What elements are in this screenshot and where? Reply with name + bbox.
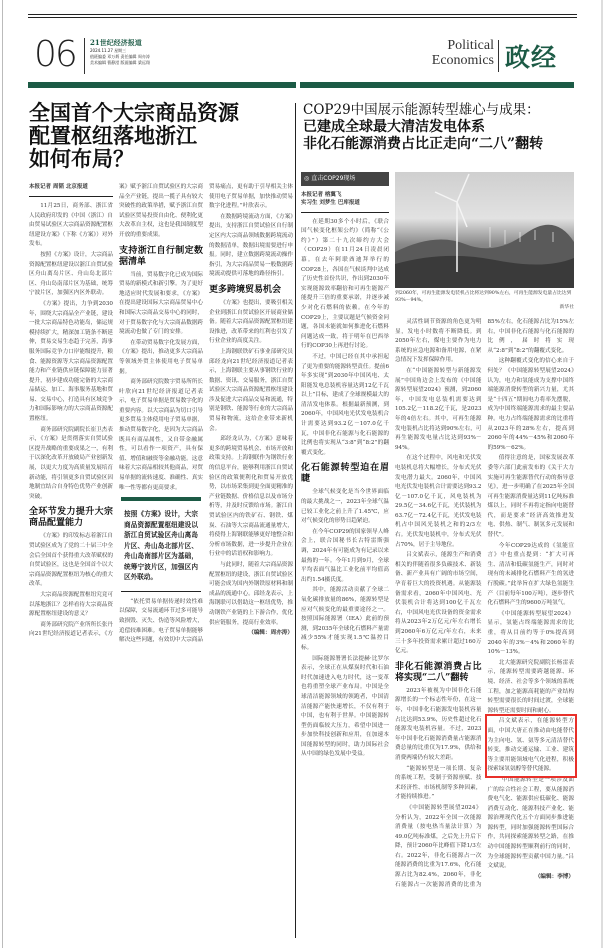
badge-label: 直击COP29现场 — [311, 175, 356, 182]
paragraph: 邱经龙认为，《方案》意味着更多的跨境贸易机会、市场开放和政策支持。上海钢联作为钢铁行业的信息平台，能够利用浙江自贸试验区的政策便利化和贸易开放优势，以市场采集到更全面更精准的产业链数据、价格信息以及市场分析等，并及时反馈给市场。浙江自贸试验区内的铁矿石、钢铁、煤炭、石油等大宗商品流通量增大，将使得上海钢联能够更好地整合和分析市场数据，进一步提升企业在行业中的话语权和影响力。 — [209, 436, 293, 558]
headline-line: 如何布局？ — [29, 146, 134, 171]
paragraph: 商务部研究院产业所所长张丹向21世纪经济报道记者表示，《方案》赋予浙江自贸试验区的大宗商品全产业链，提出一揽子具有较大突破性的政策举措，赋予浙江自贸试验区贸易投资自由化、便利化更大改革自主权，这也是我国制度型开放的重要成果。 — [29, 184, 203, 638]
editor-signature: （编辑：周亦涛） — [248, 630, 293, 637]
paragraph: 2023年被视为中国非化石能源增长的一个标志性年份，在这一年，中国非化石能源发电装机容量占比达到53.9%，历史性超过化石能源发电装机容量。不过，2023年中国非化石能源消费量占能源消费总量的比重仅为17.9%，供给和消费两端仍有较大差距。 — [395, 687, 482, 761]
paragraph: “依托贸易单据传递时效性难以保障，交易流通环节过多可能导致损毁、灭失、伪造等风险增大，追偿较难困难。电子贸易单据能够解决这些问题，有效切中大宗商品贸易痛点，更有助于引导相关主体使用电子贸易单据，加快推动贸易数字化进程。”叶欣表示。 — [119, 184, 293, 644]
issue-date: 2024.11.27 星期三 — [90, 48, 127, 53]
subheading: 全环节发力提升大宗商品配置能力 — [29, 507, 113, 529]
paragraph: 在带动贸易数字化发展方面，《方案》提出，推动更多大宗商品等领域外贸主体使用电子贸易单据。 — [119, 339, 203, 375]
byline-line: 本报记者 榕翼飞 — [301, 191, 342, 198]
section-divider — [498, 40, 499, 72]
headline-line: 已建成全球最大清洁发电体系 — [303, 119, 485, 135]
paragraph: 《中国能源转型展望2024》显示，氢能占终端能源需求的比重，将从目前约等于0%提高到2040年的3%－4%和2060年的10%－13%。 — [487, 610, 574, 656]
paragraph: 按照《方案》设计，大宗商品资源配置枢纽建设以浙江自贸试验区舟山离岛片区、舟山岛北部片区、舟山岛南部片区为基础，统筹宁波片区，加强区内区外联动。 — [29, 251, 113, 297]
headline-line: 全国首个大宗商品资源 — [29, 100, 239, 125]
subheading: 支持浙江自行制定数据清单 — [119, 245, 203, 267]
section-en-line2: Economics — [431, 53, 494, 68]
paragraph: 商务部研究院副院长崔卫杰表示，《方案》是贯彻落实自贸试验区提升战略的重要成果之一，有利于以深化改革开放破局产业创新发展，以更大力度为高质量发展培育新动能，将引领更多自贸试验区因地制宜结合自身特色优势产业创新突破。 — [29, 426, 113, 500]
paragraph: 北大能源研究院副院长杨雷表示，能源转型需要跨越能源、环境、经济、社会等多个领域的系统工程，加之能源高耗能的产业结构转型需要很长的时间过渡，全球能源转型还需要时间和耐心。 — [487, 659, 574, 714]
page-edge-right — [601, 0, 603, 948]
paragraph: 灵活性调节资源的角色更为明显，发电小时数将不断降低。到2050年左右，煤电主要作为电力系统的应急电源和备用电源，在紧急情况下发挥保障作用。 — [395, 319, 482, 364]
paragraph: 国际能源署署长法提赫·比罗尔表示，全球正在从煤炭时代和石油时代加速进入电力时代，这一变革也将重塑全球产业布局。中国是全球清洁能源领域的领跑者，中国清洁能源产能快速增长，不仅有利于中国，也有利于世界。中国能源转型仍面临较大压力，希望中国进一步加快科技创新和应用，在加速本国能源转型的同时，助力国际社会从中国的绿色发展中受益。 — [301, 655, 389, 758]
paragraph: 在数据跨境流动方面，《方案》提出，支持浙江自贸试验区自行制定区内大宗商品领域数据跨境流动的数据清单，数据出境需要进行申报。同时，建立数据跨境流动操作指引，为大宗商品贸易一般数据跨境流动提供可落地的路径指引。 — [209, 213, 293, 278]
paragraph: 今年COP29达成的《氢能宣言》中也重点提到：“扩大可再生、清洁和低碳氢能生产，同时对现有的未减排化石燃料产生的氢进行脱碳。”此举旨在扩大绿色氢能生产（目前每年100万吨），逐步替代化石燃料产生的9600万吨氢气。 — [487, 542, 574, 607]
paragraph: 在延期30多个小时后，《联合国气候变化框架公约》（简称“《公约》”）第二十九次缔约方大会（COP29）在11月24日凌晨闭幕。在去年阿联酋迪拜举行的COP28上，各国在气候谈判中达成了历史性首份共识，作出到2030年实现能源效率翻倍和可再生能源产能提升三倍的重要承诺，并逐步减少对化石燃料的依赖。在今年的COP29上，主要议题是气候资金问题，各国未能就如何推进化石燃料问题达成一致，将于明年在巴西举行的COP30上再进行讨论。 — [301, 218, 389, 350]
wind-turbine-photo — [395, 172, 574, 288]
paragraph: 其中，能源活动贡献了全球二氧化碳排放量的86%，能源转型是应对气候变化的最重要途径之一。按照国际能源署（IEA）此前的预测，到2035年全球化石燃料产量需减少55%才能实现1.5℃温控目标。 — [301, 587, 389, 651]
column-divider — [295, 103, 296, 938]
byline: 本报记者 周韬 北京报道 — [29, 183, 113, 197]
accent-bar-right — [300, 82, 574, 88]
paragraph: 与此同时，随着大宗商品资源配置枢纽的建设，浙江自贸试验区可能会成为国内外钢铁原材料和制成品的流通中心。邱经龙表示，上海钢联可以借助这一枢纽优势，推动钢铁产业链的上下游合作，优化供应链服务，提高行业效率。 — [209, 561, 293, 626]
paragraph: 不过，中国已经在其中承担起了更为重要的能源转型责任。提前6年多实现“到2030年中国风电、太阳能发电总装机容量达到12亿千瓦以上”目标，建成了全球规模最大的清洁发电体系。根据最新预测，到2060年，中国风电光伏发电装机合计需要达到93.2亿－107.0亿千瓦，中国非化石能源与化石能源的比例也将实现从“3:8”到“8:2”的翻覆式变化。 — [301, 353, 389, 456]
headline-line: 非化石能源消费占比正走向“二八”翻转 — [303, 136, 544, 152]
paragraph: 在“中国能源转型与新能源发展”中国角边会上发布的《中国能源转型展望2024》预测，到2060年，中国发电总装机需要达到105.2亿－118.2亿千瓦，是2023年的4倍左右。其中，可再生能源发电装机占比将达到90%左右，可再生能源发电量占比达到93%－94%。 — [395, 367, 482, 451]
cop29-badge — [301, 172, 389, 186]
paragraph: 11月25日，商务部、浙江省人民政府印发的《中国（浙江）自由贸易试验区大宗商品资源配置枢纽建设方案》（下称《方案》）对外发布。 — [29, 203, 113, 248]
paper-name: 21世纪经济报道 — [90, 38, 142, 47]
section-title-cn: 政经 — [505, 43, 558, 72]
accent-bar-left — [28, 82, 296, 88]
left-article-body — [29, 183, 293, 646]
pull-quote-text: 按照《方案》设计，大宗商品资源配置枢纽建设以浙江自贸试验区舟山离岛片区、舟山岛北部片区、舟山岛南部片区为基础，统筹宁波片区，加强区内区外联动。 — [124, 510, 198, 582]
masthead — [84, 38, 150, 74]
caption-text: 到2060年，可再生能源发电装机占比将达到90%左右，可再生能源发电量占比达到93%－94%。 — [395, 291, 572, 303]
paragraph: “能源转型是一项长期、复杂的系统工程，受制于资源禀赋、技术经济性、市场机制等多种因素，才能持续推进。” — [395, 765, 482, 801]
globe-icon: ◎ — [304, 175, 310, 182]
paragraph: “中国能源转型是一项涉及面广的综合性社会工程，要从能源消费电气化、能源供应低碳化、能源消费互动化、能源科技产业化、能源治理现代化五个方面同步推进能源转型，同时加强能源转型国际合作，共同探索能源转型之路，在推动中国能源转型顺利前行的同时，为全球能源转型贡献中国力量。”吕文斌说。 — [487, 776, 574, 870]
headline-line: 配置枢纽落地浙江 — [29, 123, 197, 148]
paragraph: 值得注意的是，国家发展改革委等六部门此前发布的《关于大力实施可再生能源替代行动的指导意见》，进一步明确了在2025年全国可再生能源消费量达到11亿吨标准煤以上，同时不再将定指向电能替代，而是要求“经济高效推进发电、供热、制气、制氢多元发展和替代”。 — [487, 455, 574, 539]
paragraph: 在今年COP29的国家领导人峰会上，联合国秘书长古特雷斯强调，2024年有可能成为有记录以来最热的一年。今年1月到9月，全球平均表面气温比工业化前平均值高出约1.54摄氏度。 — [301, 528, 389, 583]
subheading: 非化石能源消费占比将实现“二八”翻转 — [395, 661, 482, 683]
paragraph: 《方案》的印发标志着浙江自贸试验区成为了党的二十届三中全会后全国首个获得重大改革赋权的自贸试验区，这也是全国首个以大宗商品资源配置枢纽为核心的重大改革。 — [29, 533, 113, 588]
highlighted-paragraph: 吕文斌表示，在能源转型方面，中国大唐正在推动由电能替代为主向电、氢、氨等多元清洁替代转变，推动交通运输、工业、建筑等主要用能领域电气化进程，积极探索绿氢氨醇等替代能源。 — [488, 717, 575, 775]
paragraph: 大宗商品资源配置枢纽究竟可以落地浙江？怎样看待大宗商品资源配置枢纽建设的意义？ — [29, 591, 113, 618]
right-article-columns — [395, 318, 574, 890]
headline-line: COP29中国展示能源转型雄心与成果： — [303, 102, 540, 118]
editor-signature: （编辑：李博） — [534, 873, 574, 880]
paragraph: 当前，贸易数字化已成为国际贸易的新模式和新引擎。为了更好地适应时代发展和要求，《方案》在提出建设国际大宗商品贸易中心和国际大宗商品交易中心的同时，对于贸易数字化与大宗商品数据跨境流动也做了专门的安排。 — [119, 271, 203, 336]
section-en-line1: Political — [447, 38, 494, 53]
staff-line-1: 值班编委 邓万炳 责任编辑 周亦涛 — [90, 54, 150, 59]
paragraph: 《中国能源转型展望2024》分析认为，2022年全国一次能源消费量（按电热当量法计算）为49.0亿吨标准煤，之后先上升后下降，预计2060年比峰值下降1/3左右。2022年，非化石能源占一次能源消费的比重为17.6%，化石能源占比为82.4%，2060年，非化石能源占一次能源消费的比重为85%左右，化石能源占比为15%左右，中国非化石能源与化石能源的比例，届时将实现从“2:8”到“8:2”的翻覆式变化。 — [395, 319, 574, 888]
byline-line: 实习生 刘梦生 巴库报道 — [301, 199, 360, 206]
right-article-column-1 — [301, 172, 389, 761]
left-headline — [29, 101, 294, 170]
right-headline — [303, 102, 578, 153]
subheading: 化石能源转型迫在眉睫 — [301, 463, 389, 485]
subheading: 更多跨境贸易机会 — [209, 284, 282, 295]
paragraph: 上海钢联铁矿石事业部研究员邱经龙向21世纪经济报道记者表示，上海钢联主要从事钢铁行业的数据、资讯、交易服务，浙江自贸试验区大宗商品资源配置枢纽建设涉及促进大宗商品交易和流通，特别是钢铁、能源等行业的大宗商品贸易和物流，这给企业带来新机会。 — [209, 348, 293, 432]
paragraph: 这种翻覆式变化的信心来自于何处？《中国能源转型展望2024》认为，电力和氢能成为支撑中国终端能源消费转型的新兴力量，尤其是“十四五”期间电力将率先摆脱，成为中国终端能源需求的最主要品种。电力占终端能源需求的比重将从2023年的28%左右，提高到2060年的44%－45%和2060年的59%－62%。 — [487, 358, 574, 451]
paragraph: 在这个过程中，风电和光伏发电装机总将大幅增长，分布式光伏发电潜力最大。2060年，中国风电光伏发电装机合计需要达到93.2亿－107.0亿千瓦，风电装机为29.5亿－34.6亿千瓦，光伏装机为63.7亿－72.4亿千瓦，光伏发电装机占中国风光装机之和的2/3左右。光伏发电装机中，分布式光伏占70%，居于主导地位。 — [395, 455, 482, 548]
paragraph: 商务部研究院数字贸易所所长叶欣向21世纪经济报道记者表示，电子贸易单据是贸易数字化的重要内容。以大宗商品为切口引导更多贸易主体使用电子贸易单据，推动贸易数字化，是因为大宗商品既具有商品属性，又自带金融属性，可以看作一项资产，具有保值、增值和融资等金融功能。这意味着大宗商品相较其他商品，对贸易单据的流转速度、准确性、真实唯一性等都有更高要求。 — [119, 379, 203, 491]
paragraph: 全球气候变化是当今世界面临的最大挑战之一，2023年全球气温已较工业化之前上升了1.45℃，应对气候变化的形势日趋紧迫。 — [301, 489, 389, 525]
section-title-en — [414, 38, 494, 68]
paragraph: 吕文斌表示，能源生产和消费相关的伴随着很多负碳技术、新装备、新产业具有广阔的市场空间，孕育着巨大的投资机遇。从能源装备需求看，2060年中国风电、光伏装机合计将达到100亿千瓦左右，中国风电光伏设备的资金需求将从2023年2万亿元/年左右增长到2060年6万亿元/年左右，未来三十多年投资需求累计超过160万亿元。 — [395, 552, 482, 655]
wind-turbine-illustration — [395, 172, 574, 288]
page-number: 06 — [34, 34, 76, 75]
photo-caption — [395, 290, 574, 311]
paragraph: 《方案》也提出，要吸引相关企业到浙江自贸试验区开展商业储备。随着大宗商品资源配置枢纽建设推进，改革带来的红利也引发了行业企业的高度关注。 — [209, 299, 293, 345]
page-edge-left — [2, 0, 3, 948]
header-rule — [28, 14, 577, 18]
paragraph: 《方案》提出，力争到2030年，围绕大宗商品全产业链，建设一批大宗商品特色功能岛，储运规模持续扩大，精深加工链条不断延伸，贸易交易生态趋于完善，海事服务国际竞争力口岸能级提升，粮食、能源资源等大宗商品资源配置能力和产业链供应链保障能力显著提升，初步建成功能完备的大宗商品储运、加工、海事服务基地和贸易、交易中心，打造具有区域竞争力和国际影响力的大宗商品资源配置枢纽。 — [29, 300, 113, 423]
byline — [301, 191, 389, 213]
pull-quote — [121, 497, 201, 592]
staff-line-2: 美术编辑 曹静滢 版面编辑 梁远翔 — [90, 60, 150, 65]
photo-credit: 新华社 — [559, 305, 574, 310]
